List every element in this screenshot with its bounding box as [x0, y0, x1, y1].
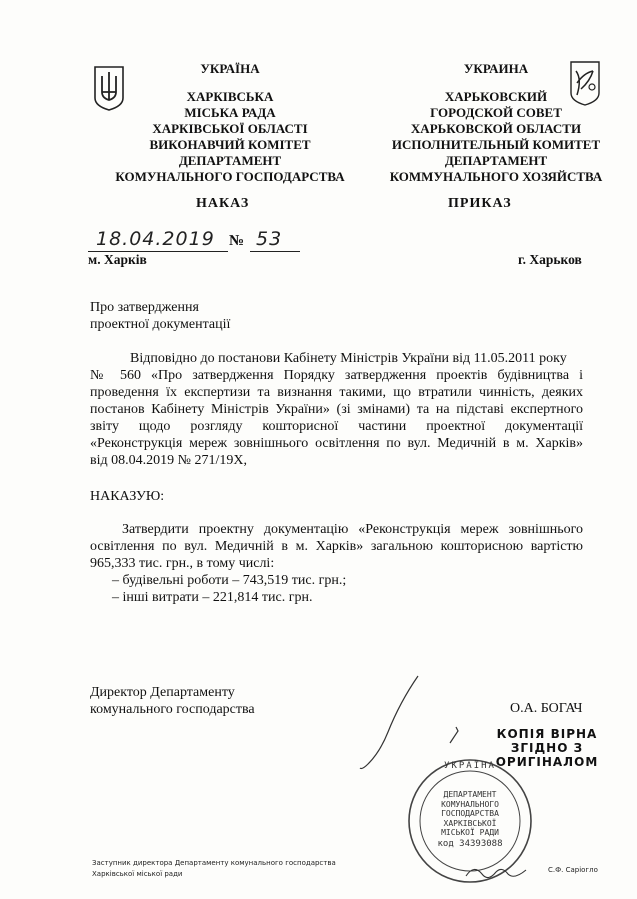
- seal-center-text: [420, 790, 520, 849]
- city-ru: г. Харьков: [518, 252, 582, 267]
- preamble-line: Відповідно до постанови Кабінету Міністрів України від 11.05.2011 року: [130, 351, 567, 366]
- signature-name: О.А. БОГАЧ: [510, 701, 583, 716]
- header-right-line: ХАРЬКОВСКИЙ: [444, 89, 548, 104]
- preamble-line: «Реконструкція мереж зовнішнього освітлення по вул. Медичній в м. Харків»: [90, 436, 583, 451]
- header-right-line: ХАРЬКОВСКОЙ ОБЛАСТИ: [410, 121, 582, 136]
- copy-stamp-line: ОРИГІНАЛОМ: [495, 755, 599, 769]
- signature-position-line: Директор Департаменту: [90, 685, 235, 700]
- decision: [90, 521, 583, 606]
- decision-line: 965,333 тис. грн., в тому числі:: [90, 556, 275, 571]
- seal-line: ГОСПОДАРСТВА: [441, 809, 499, 818]
- header-right-line: ДЕПАРТАМЕНТ: [444, 153, 548, 168]
- header-left-line: ХАРКІВСЬКОЇ ОБЛАСТІ: [152, 121, 308, 136]
- signature-position: [90, 684, 255, 718]
- seal-line: ХАРКІВСЬКОЇ: [443, 818, 497, 828]
- header-left-line: МІСЬКА РАДА: [184, 105, 276, 120]
- seal-line: ДЕПАРТАМЕНТ: [443, 790, 497, 799]
- subject-line: проектної документації: [90, 317, 231, 332]
- preamble-line: № 560 «Про затвердження Порядку затвердження проектів будівництва і: [90, 368, 583, 383]
- seal-line: КОМУНАЛЬНОГО: [441, 799, 499, 809]
- header-left-line: КОМУНАЛЬНОГО ГОСПОДАРСТВА: [115, 169, 345, 184]
- subject-line: Про затвердження: [90, 300, 199, 315]
- header-right-line: КОММУНАЛЬНОГО ХОЗЯЙСТВА: [389, 169, 603, 184]
- preamble-line: звіту щодо розгляду кошторисної частини проектної документації: [90, 419, 583, 434]
- doc-type-left: НАКАЗ: [196, 196, 250, 211]
- header-left-line: ВИКОНАВЧИЙ КОМІТЕТ: [149, 137, 311, 152]
- header-left-line: ДЕПАРТАМЕНТ: [178, 153, 282, 168]
- header-left-line: ХАРКІВСЬКА: [186, 89, 274, 104]
- initials-mark: [448, 725, 468, 745]
- header-right-line: ГОРОДСКОЙ СОВЕТ: [430, 105, 562, 120]
- signature-position-line: комунального господарства: [90, 702, 255, 717]
- decision-item: – будівельні роботи – 743,519 тис. грн.;: [112, 573, 347, 588]
- subject: [90, 299, 230, 333]
- copy-stamp-line: КОПІЯ ВІРНА: [496, 727, 598, 741]
- doc-type-right: ПРИКАЗ: [448, 196, 512, 211]
- header-left-country: УКРАЇНА: [200, 61, 260, 76]
- footer-signature: [462, 858, 532, 888]
- number-sign: №: [229, 233, 245, 249]
- number-underline: [250, 251, 300, 252]
- decision-line: освітлення по вул. Медичній в м. Харків» загальною кошторисною вартістю: [90, 539, 583, 554]
- header-left: [80, 61, 380, 185]
- header-right-country: УКРАИНА: [463, 61, 529, 76]
- footer-position: [92, 859, 336, 878]
- order-date: 18.04.2019: [96, 228, 215, 250]
- footer-line: Заступник директора Департаменту комунального господарства: [92, 859, 336, 867]
- decision-line: Затвердити проектну документацію «Реконструкція мереж зовнішнього: [122, 522, 583, 537]
- seal-ring-text: УКРАЇНА: [444, 761, 496, 771]
- preamble-line: постанов Кабінету Міністрів України» (зі змінами) та на підставі експертного: [90, 402, 583, 417]
- city-ua: м. Харків: [88, 252, 147, 267]
- preamble: [90, 350, 583, 469]
- seal-code: код 34393088: [437, 838, 503, 849]
- copy-stamp-line: ЗГІДНО З: [510, 741, 584, 755]
- preamble-line: від 08.04.2019 № 271/19Х,: [90, 453, 247, 468]
- order-number: 53: [256, 228, 283, 250]
- preamble-line: проведення їх експертизи та визнання такими, що втратили чинність, деяких: [90, 385, 583, 400]
- header-right-line: ИСПОЛНИТЕЛЬНЫЙ КОМИТЕТ: [391, 137, 601, 152]
- seal-line: МІСЬКОЇ РАДИ: [441, 828, 499, 837]
- decision-item: – інші витрати – 221,814 тис. грн.: [112, 590, 313, 605]
- footer-name: С.Ф. Саріогло: [548, 866, 598, 874]
- order-word: НАКАЗУЮ:: [90, 489, 165, 504]
- footer-line: Харківської міської ради: [92, 870, 183, 878]
- header-right: [376, 61, 616, 185]
